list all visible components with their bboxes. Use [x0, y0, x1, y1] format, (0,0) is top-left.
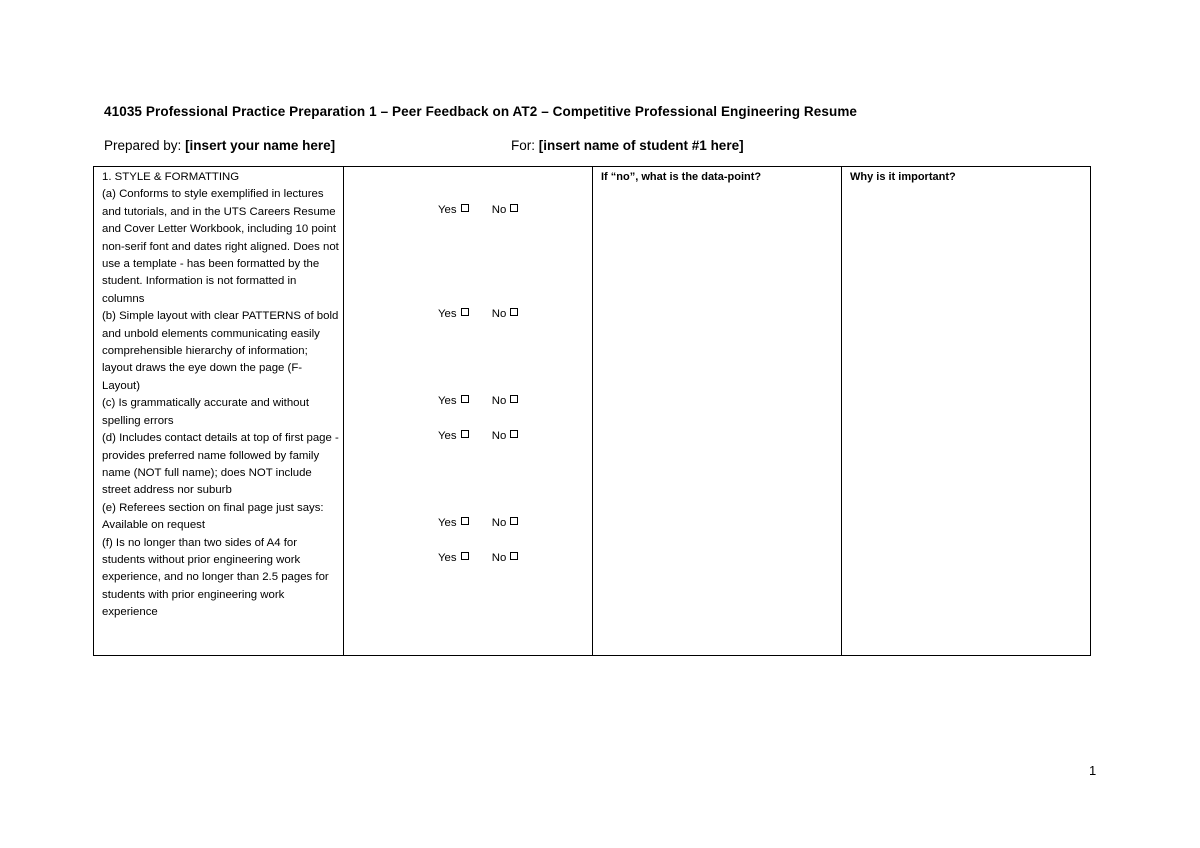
yes-label: Yes: [438, 430, 457, 442]
answers-cell: [344, 167, 593, 656]
section-heading: 1. STYLE & FORMATTING: [102, 171, 240, 183]
no-option-f[interactable]: [492, 552, 519, 564]
no-label: No: [491, 552, 507, 564]
checkbox-icon[interactable]: [461, 395, 469, 403]
yes-no-row-b: [438, 307, 518, 321]
checkbox-icon[interactable]: [461, 552, 469, 560]
no-label: No: [491, 204, 507, 216]
yes-no-row-d: [438, 429, 518, 443]
checkbox-icon[interactable]: [510, 430, 518, 438]
no-option-d[interactable]: [492, 430, 519, 442]
for-value[interactable]: [insert name of student #1 here]: [538, 138, 744, 153]
criterion-c: (c) Is grammatically accurate and without spelling errors: [102, 397, 310, 427]
yes-label: Yes: [438, 517, 457, 529]
criterion-d: (d) Includes contact details at top of first page - provides preferred name followed by family name (NOT full name); does NOT include street address nor suburb: [102, 432, 339, 497]
yes-option-f[interactable]: [438, 552, 469, 564]
checkbox-icon[interactable]: [510, 552, 518, 560]
document-title: 41035 Professional Practice Preparation 1 – Peer Feedback on AT2 – Competitive Professional Engineering Resume: [104, 104, 858, 119]
yes-no-row-a: [438, 203, 518, 217]
data-point-cell[interactable]: [593, 167, 842, 656]
no-label: No: [491, 308, 507, 320]
yes-no-row-c: [438, 394, 518, 408]
no-label: No: [491, 395, 507, 407]
checkbox-icon[interactable]: [510, 308, 518, 316]
no-option-e[interactable]: [492, 517, 519, 529]
table-row: [94, 167, 1091, 656]
yes-option-b[interactable]: [438, 308, 469, 320]
importance-cell[interactable]: [842, 167, 1091, 656]
criteria-cell: [94, 167, 344, 656]
yes-option-c[interactable]: [438, 395, 469, 407]
checkbox-icon[interactable]: [461, 517, 469, 525]
checkbox-icon[interactable]: [461, 308, 469, 316]
feedback-table: [93, 166, 1091, 656]
criterion-b: (b) Simple layout with clear PATTERNS of bold and unbold elements communicating easily comprehensible hierarchy of information; layout draws the eye down the page (F-Layout): [102, 310, 339, 392]
prepared-for-line: [511, 138, 744, 153]
yes-label: Yes: [438, 552, 457, 564]
checkbox-icon[interactable]: [461, 204, 469, 212]
criterion-e: (e) Referees section on final page just says: Available on request: [102, 501, 324, 532]
yes-label: Yes: [438, 395, 457, 407]
no-option-c[interactable]: [492, 395, 519, 407]
yes-label: Yes: [438, 204, 457, 216]
yes-option-e[interactable]: [438, 517, 469, 529]
no-label: No: [491, 517, 507, 529]
yes-no-row-f: [438, 551, 518, 565]
data-point-header: If “no”, what is the data-point?: [601, 171, 762, 183]
yes-label: Yes: [438, 308, 457, 320]
prepared-by-label: Prepared by:: [104, 138, 182, 153]
for-label: For:: [511, 138, 536, 153]
checkbox-icon[interactable]: [461, 430, 469, 438]
yes-no-row-e: [438, 516, 518, 530]
yes-option-d[interactable]: [438, 430, 469, 442]
checkbox-icon[interactable]: [510, 395, 518, 403]
checkbox-icon[interactable]: [510, 204, 518, 212]
no-option-b[interactable]: [492, 308, 519, 320]
yes-no-column: [352, 169, 588, 655]
yes-option-a[interactable]: [438, 204, 469, 216]
page-number: 1: [1089, 763, 1097, 778]
no-option-a[interactable]: [492, 204, 519, 216]
prepared-by-line: [104, 138, 335, 153]
criterion-f: (f) Is no longer than two sides of A4 for students without prior engineering work experience, and no longer than 2.5 pages for students with prior engineering work experience: [102, 536, 329, 619]
checkbox-icon[interactable]: [510, 517, 518, 525]
criterion-a: (a) Conforms to style exemplified in lectures and tutorials, and in the UTS Careers Resume and Cover Letter Workbook, including 10 point non-serif font and dates right aligned. Does not use a template - has been formatted by the student. Information is not formatted in columns: [102, 188, 339, 305]
no-label: No: [491, 430, 507, 442]
prepared-by-value[interactable]: [insert your name here]: [185, 138, 336, 153]
importance-header: Why is it important?: [850, 171, 956, 183]
